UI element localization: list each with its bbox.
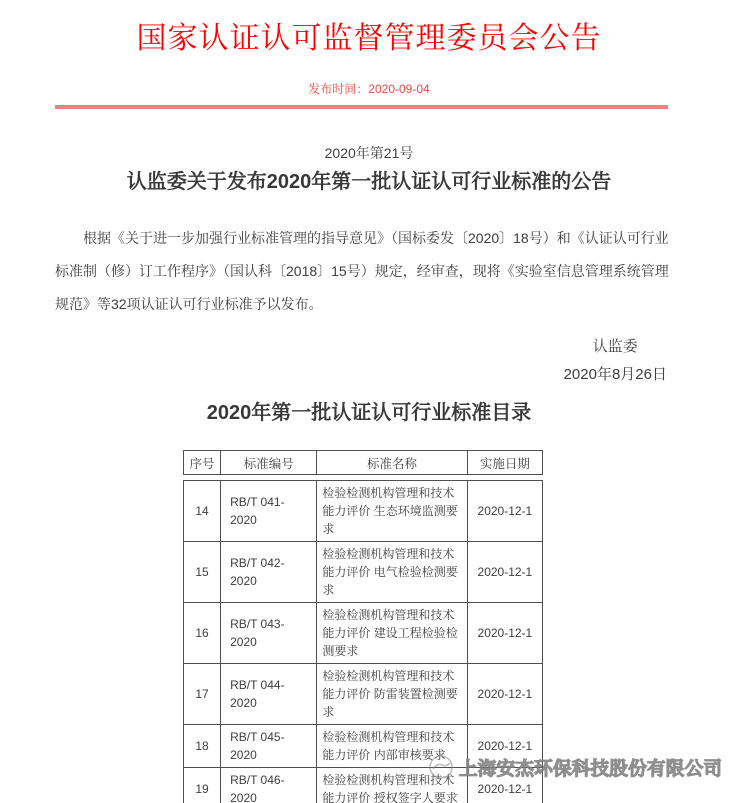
col-header-name: 标准名称 [317, 451, 467, 475]
cell-no: 15 [184, 542, 221, 603]
cell-code: RB/T 044-2020 [221, 664, 317, 725]
issue-date: 2020年8月26日 [563, 366, 667, 383]
company-logo-icon [426, 749, 456, 788]
cell-date: 2020-12-1 [467, 664, 542, 725]
catalog-title: 2020年第一批认证认可行业标准目录 [206, 402, 532, 424]
cell-no: 18 [184, 725, 221, 768]
cell-code: RB/T 046-2020 [221, 768, 317, 803]
cell-name: 检验检测机构管理和技术能力评价 生态环境监测要求 [317, 481, 467, 542]
table-row [184, 542, 543, 603]
cell-name: 检验检测机构管理和技术能力评价 防雷装置检测要求 [317, 664, 467, 725]
cell-date: 2020-12-1 [467, 542, 542, 603]
cell-code: RB/T 041-2020 [221, 481, 317, 542]
cell-no: 17 [184, 664, 221, 725]
table-row [184, 481, 543, 542]
cell-no: 14 [184, 481, 221, 542]
col-header-code: 标准编号 [221, 451, 317, 475]
page-title: 国家认证认可监督管理委员会公告 [136, 22, 602, 55]
col-header-date: 实施日期 [467, 451, 542, 475]
watermark-company-name: 上海安杰环保科技股份有限公司 [459, 758, 723, 779]
cell-name: 检验检测机构管理和技术能力评价 建设工程检验检测要求 [317, 603, 467, 664]
cell-date: 2020-12-1 [467, 725, 542, 768]
doc-number: 2020年第21号 [324, 145, 414, 161]
signature-block [564, 333, 667, 389]
announcement-heading: 认监委关于发布2020年第一批认证认可行业标准的公告 [126, 171, 612, 193]
publish-date: 发布时间：2020-09-04 [308, 82, 430, 96]
cell-date: 2020-12-1 [467, 603, 542, 664]
col-header-no: 序号 [184, 451, 221, 475]
cell-code: RB/T 043-2020 [221, 603, 317, 664]
red-divider [55, 105, 668, 109]
cell-name: 检验检测机构管理和技术能力评价 授权签字人要求 [317, 768, 467, 803]
catalog-header-table [183, 450, 543, 475]
cell-name: 检验检测机构管理和技术能力评价 内部审核要求 [317, 725, 467, 768]
cell-code: RB/T 045-2020 [221, 725, 317, 768]
issuer-name: 认监委 [592, 338, 638, 355]
cell-no: 19 [184, 768, 221, 803]
cell-no: 16 [184, 603, 221, 664]
table-row [184, 664, 543, 725]
table-header-row [184, 451, 543, 475]
announcement-body: 根据《关于进一步加强行业标准管理的指导意见》（国标委发〔2020〕18号）和《认证认可行业标准制（修）订工作程序》（国认科〔2018〕15号）规定，经审查，现将《实验室信息管理系统管理规范》等32项认证认可行业标准予以发布。 [55, 230, 669, 312]
watermark [426, 746, 722, 790]
cell-code: RB/T 042-2020 [221, 542, 317, 603]
cell-date: 2020-12-1 [467, 768, 542, 803]
cell-name: 检验检测机构管理和技术能力评价 电气检验检测要求 [317, 542, 467, 603]
table-row [184, 603, 543, 664]
cell-date: 2020-12-1 [467, 481, 542, 542]
